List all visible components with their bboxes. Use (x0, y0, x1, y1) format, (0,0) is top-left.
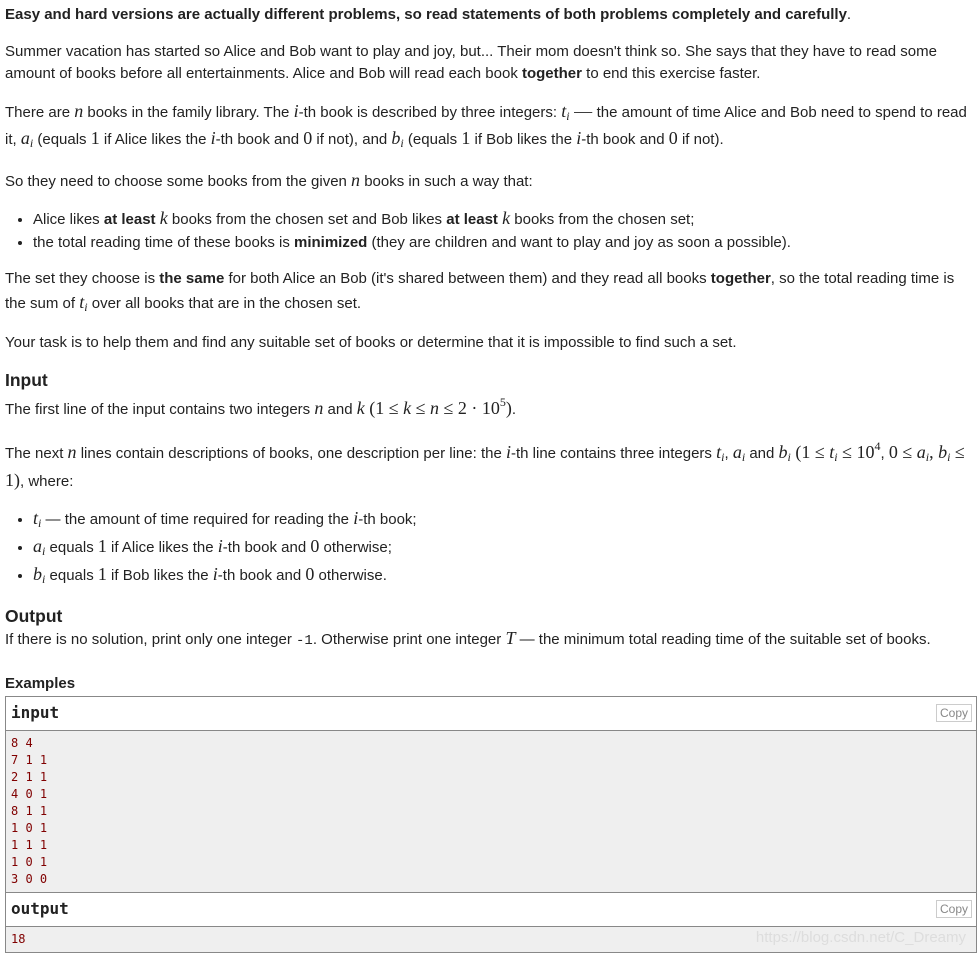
text: The first line of the input contains two integers (5, 400, 315, 418)
bold-text: minimized (293, 234, 368, 251)
text: for both Alice an Bob (it's shared between them) and they read all books (224, 270, 711, 287)
text: if not), and (312, 131, 392, 148)
math-text: i (42, 544, 46, 558)
text: otherwise. (314, 567, 387, 584)
math-text: n (351, 169, 361, 190)
math-text: -1 (296, 633, 313, 649)
text: Your task is to help them and find any suitable set of books or determine that it is impossible to find such a set. (5, 334, 737, 351)
paragraph (5, 4, 975, 27)
math-text: , (929, 442, 939, 462)
math-text: k (159, 208, 168, 228)
text: -th line contains three integers (510, 445, 717, 462)
text: — the amount of time required for reading the (41, 511, 354, 528)
math-text: a (916, 442, 926, 462)
text: -th book and (217, 567, 306, 584)
list-item (33, 535, 975, 563)
list-item (33, 563, 975, 591)
math-text: i (38, 516, 42, 530)
math-text: n (429, 397, 439, 418)
text: -th book and (581, 131, 669, 148)
list-item (33, 207, 975, 231)
watermark: https://blog.csdn.net/C_Dreamy (755, 928, 966, 946)
text: (equals (33, 131, 91, 148)
math-text: i (84, 299, 88, 314)
bullet-list (5, 507, 975, 591)
math-text: 1 (461, 128, 471, 148)
math-text: i (210, 128, 216, 148)
text: books in such a way that: (360, 172, 533, 190)
math-text: i (217, 536, 223, 556)
math-text: n (74, 100, 84, 121)
paragraph (5, 41, 975, 86)
text: Alice likes (33, 211, 104, 228)
sample-output-wrap (6, 927, 976, 952)
math-text: — (569, 100, 597, 121)
text: if Bob likes the (106, 567, 213, 584)
bold-text: at least (446, 211, 498, 228)
text: if not). (677, 131, 724, 148)
math-text: ) (505, 397, 512, 418)
math-text: i (42, 572, 46, 586)
text: if Alice likes the (106, 539, 218, 556)
math-text: i (741, 450, 746, 464)
math-text: T (505, 628, 516, 648)
list-item (33, 231, 975, 254)
sample-tests (5, 696, 977, 953)
math-text: i (400, 136, 404, 150)
output-header (6, 892, 976, 927)
math-text: 1 (97, 564, 107, 584)
text: There are (5, 103, 75, 121)
text: and (745, 445, 779, 462)
math-text: ≤ 10 (837, 442, 875, 462)
bold-text: Easy and hard versions are actually different problems, so read statements of both problems completely and carefully (5, 6, 847, 23)
text: Summer vacation has started so Alice and Bob want to play and joy, but... Their mom doesn't think so. She says that they have to read some amount of books before all entertainments. Alice and Bob will read each book (5, 42, 937, 82)
paragraph (5, 435, 975, 493)
math-text: 1 (97, 536, 107, 556)
math-text: i (787, 450, 791, 464)
text: equals (45, 567, 98, 584)
math-text: i (29, 136, 34, 150)
math-text: 0 (305, 564, 315, 584)
math-text: 0 (310, 536, 320, 556)
math-text: 0 (668, 128, 678, 148)
text: the amount of time Alice and Bob need to spend to read it, (5, 103, 967, 148)
text: -th book; (358, 511, 417, 528)
math-text: 1 (90, 128, 100, 148)
text: . Otherwise print one integer (312, 631, 506, 648)
text: The next (5, 445, 68, 462)
text: to end this exercise faster. (581, 65, 761, 82)
sample-input: 8 4 7 1 1 2 1 1 4 0 1 8 1 1 1 0 1 1 1 1 1 0 1 3 0 0 (6, 731, 976, 892)
math-text: n (67, 442, 77, 462)
text: if Bob likes the (470, 131, 577, 148)
text: If there is no solution, print only one integer (5, 631, 297, 648)
text: lines contain descriptions of books, one description per line: the (76, 445, 506, 462)
paragraph (5, 627, 975, 653)
text: So they need to choose some books from the given (5, 172, 352, 190)
text: the total reading time of these books is (33, 234, 294, 251)
math-text: b (33, 564, 42, 584)
text: books from the chosen set and Bob likes (167, 211, 447, 228)
bold-text: the same (159, 270, 225, 287)
math-text: i (212, 564, 218, 584)
text: and (323, 400, 357, 418)
text: books from the chosen set; (510, 211, 695, 228)
math-text: (1 ≤ (364, 397, 404, 418)
paragraph (5, 391, 975, 422)
math-text: i (353, 508, 359, 528)
text: , so the total reading time is the sum of (5, 270, 955, 312)
math-text: i (925, 450, 930, 464)
math-text: t (829, 442, 835, 462)
bold-text: together (710, 270, 771, 287)
paragraph (5, 169, 975, 194)
text: , where: (20, 472, 74, 490)
examples-title: Examples (5, 674, 76, 692)
math-text: ≤ 2 · 10 (438, 397, 500, 418)
math-text: n (314, 397, 324, 418)
math-text: t (561, 100, 567, 121)
list-item (33, 507, 975, 535)
copy-output-button[interactable]: Copy (936, 900, 972, 918)
text: , (724, 445, 733, 462)
paragraph (5, 100, 975, 155)
math-text: i (505, 442, 511, 462)
bullet-list (5, 207, 975, 254)
math-text: t (33, 508, 39, 528)
math-text: 0 ≤ (888, 442, 917, 462)
sample-output: 18 (6, 927, 976, 952)
math-text: t (716, 442, 722, 462)
math-text: i (576, 128, 582, 148)
math-text: i (293, 100, 299, 121)
math-text: k (403, 397, 412, 418)
bold-text: at least (103, 211, 156, 228)
bold-text: together (521, 65, 582, 82)
section-title (5, 605, 975, 627)
text: , (880, 445, 889, 462)
text: books in the family library. The (83, 103, 294, 121)
math-text: a (20, 128, 30, 148)
text: equals (45, 539, 98, 556)
text: if Alice likes the (99, 131, 211, 148)
math-text: ≤ 1) (5, 442, 965, 490)
math-text: (1 ≤ (790, 442, 830, 462)
math-text: i (834, 450, 838, 464)
math-text: a (33, 536, 42, 556)
math-text: b (938, 442, 948, 462)
math-text: i (947, 450, 951, 464)
text: Output (5, 606, 63, 626)
math-text: 0 (303, 128, 313, 148)
text: The set they choose is (5, 270, 160, 287)
text: . (511, 400, 517, 418)
math-text: 4 (874, 439, 881, 453)
section-title (5, 369, 975, 391)
math-text: b (391, 128, 401, 148)
statement-body (5, 4, 975, 653)
math-text: b (778, 442, 788, 462)
text: -th book and (222, 539, 311, 556)
math-text: 5 (499, 394, 506, 409)
paragraph (5, 332, 975, 355)
input-label: input (11, 702, 60, 722)
text: (equals (403, 131, 462, 148)
text: Input (5, 369, 48, 390)
math-text: k (356, 397, 365, 418)
math-text: t (79, 291, 85, 312)
paragraph (5, 268, 975, 318)
output-label: output (11, 898, 69, 918)
text: (they are children and want to play and joy as soon a possible). (367, 234, 791, 251)
text: -th book and (215, 131, 304, 148)
math-text: i (566, 108, 570, 123)
math-text: ≤ (411, 397, 430, 418)
text: . (846, 6, 852, 23)
math-text: k (502, 208, 511, 228)
input-header (6, 697, 976, 731)
text: — the minimum total reading time of the suitable set of books. (515, 631, 931, 648)
math-text: a (732, 442, 742, 462)
text: otherwise; (319, 539, 392, 556)
math-text: i (721, 450, 725, 464)
copy-input-button[interactable]: Copy (936, 704, 972, 722)
text: -th book is described by three integers: (298, 103, 562, 121)
text: over all books that are in the chosen set. (87, 294, 362, 312)
